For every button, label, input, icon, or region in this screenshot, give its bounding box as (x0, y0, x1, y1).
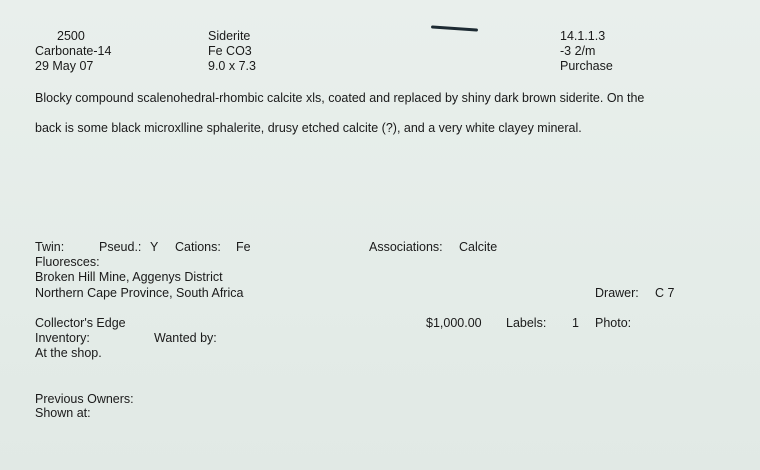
associations-label: Associations: (369, 240, 443, 254)
locality-line-2: Northern Cape Province, South Africa (35, 286, 244, 300)
fluoresces-label: Fluoresces: (35, 255, 100, 269)
twin-label: Twin: (35, 240, 65, 254)
specimen-location: At the shop. (35, 346, 102, 360)
labels-value: 1 (572, 316, 579, 330)
drawer-label: Drawer: (595, 286, 639, 300)
pseud-value: Y (150, 240, 159, 254)
locality-line-1: Broken Hill Mine, Aggenys District (35, 270, 223, 284)
pen-mark (431, 25, 478, 31)
catalog-date: 29 May 07 (35, 59, 94, 73)
labels-label: Labels: (506, 316, 547, 330)
cations-value: Fe (236, 240, 251, 254)
wanted-by-label: Wanted by: (154, 331, 217, 345)
shown-at-label: Shown at: (35, 406, 91, 420)
price: $1,000.00 (426, 316, 482, 330)
acquisition-method: Purchase (560, 59, 613, 73)
drawer-value: C 7 (655, 286, 675, 300)
category: Carbonate-14 (35, 44, 112, 58)
cations-label: Cations: (175, 240, 221, 254)
previous-owners-label: Previous Owners: (35, 392, 134, 406)
crystal-symmetry: -3 2/m (560, 44, 596, 58)
specimen-size: 9.0 x 7.3 (208, 59, 256, 73)
description-line-2: back is some black microxlline sphalerite, drusy etched calcite (?), and a very white clayey mineral. (35, 121, 582, 135)
dealer-name: Collector's Edge (35, 316, 126, 330)
chemical-formula: Fe CO3 (208, 44, 252, 58)
inventory-label: Inventory: (35, 331, 90, 345)
classification-number: 14.1.1.3 (560, 29, 606, 43)
mineral-name: Siderite (208, 29, 251, 43)
catalog-number: 2500 (57, 29, 85, 43)
photo-label: Photo: (595, 316, 632, 330)
pseud-label: Pseud.: (99, 240, 142, 254)
associations-value: Calcite (459, 240, 498, 254)
description-line-1: Blocky compound scalenohedral-rhombic calcite xls, coated and replaced by shiny dark brown siderite. On the (35, 91, 645, 105)
